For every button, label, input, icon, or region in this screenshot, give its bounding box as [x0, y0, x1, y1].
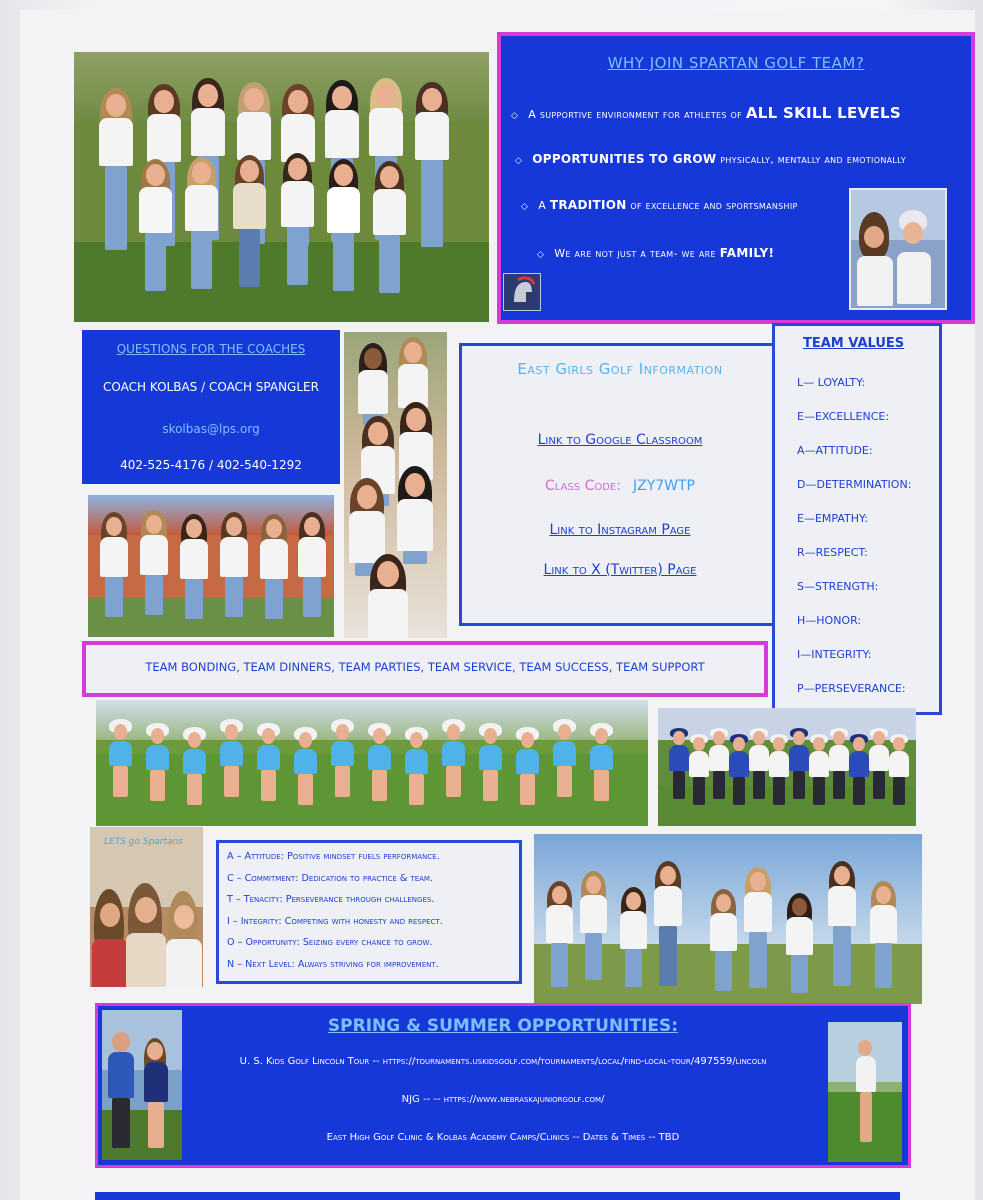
- action-item: N – Next Level: Always striving for improvement.: [227, 958, 439, 970]
- team-jumping-photo: [96, 700, 648, 826]
- class-code-label: Class Code:: [545, 478, 621, 494]
- team-value-item: D—DETERMINATION:: [797, 478, 912, 491]
- team-value-item: P—PERSEVERANCE:: [797, 682, 906, 695]
- spring-summer-panel: [95, 1003, 911, 1168]
- coach-names: COACH KOLBAS / COACH SPANGLER: [103, 380, 319, 394]
- why-item-skill-levels: ◇ A supportive environment for athletes of ALL SKILL LEVELS: [511, 104, 901, 122]
- coach-player-photo: [102, 1010, 182, 1160]
- action-item: I – Integrity: Competing with honesty and respect.: [227, 915, 443, 927]
- action-item: C – Commitment: Dedication to practice & team.: [227, 872, 434, 884]
- coach-phones: 402-525-4176 / 402-540-1292: [120, 458, 302, 472]
- next-page-edge: [95, 1192, 900, 1200]
- why-item-family: ◇ We are not just a team- we are FAMILY!: [537, 246, 775, 260]
- team-sky-photo: [534, 834, 922, 1004]
- diamond-bullet-icon: ◇: [521, 202, 529, 212]
- golf-info-panel: [459, 343, 781, 626]
- team-value-item: I—INTEGRITY:: [797, 648, 872, 661]
- why-item-grow: ◇ OPPORTUNITIES TO GROW physically, mentally and emotionally: [515, 152, 907, 166]
- team-value-item: L— LOYALTY:: [797, 376, 866, 389]
- team-values-title: TEAM VALUES: [803, 336, 905, 351]
- action-item: A – Attitude: Positive mindset fuels performance.: [227, 851, 440, 862]
- why-join-title: WHY JOIN SPARTAN GOLF TEAM?: [607, 54, 865, 72]
- njg-link[interactable]: NJG -- -- https://www.nebraskajuniorgolf.com/: [401, 1094, 605, 1105]
- us-kids-tour-link[interactable]: U. S. Kids Golf Lincoln Tour -- https://tournaments.uskidsgolf.com/tournaments/local/find-local-tour/497559/lincoln: [239, 1056, 767, 1067]
- spartans-sign-photo: [90, 827, 203, 987]
- team-value-item: S—STRENGTH:: [797, 580, 879, 593]
- coach-email[interactable]: skolbas@lps.org: [162, 422, 260, 436]
- team-value-item: A—ATTITUDE:: [797, 444, 873, 457]
- team-photo-main: [74, 52, 489, 322]
- instagram-link[interactable]: Link to Instagram Page: [549, 522, 691, 538]
- team-bonding-banner: [82, 641, 768, 697]
- class-code: [462, 478, 778, 494]
- team-value-item: E—EMPATHY:: [797, 512, 868, 525]
- spring-summer-title: SPRING & SUMMER OPPORTUNITIES:: [327, 1016, 679, 1036]
- spartans-sign: LETS go Spartans: [104, 837, 183, 847]
- spartan-helmet-logo: [503, 273, 541, 311]
- questions-title: QUESTIONS FOR THE COACHES: [116, 342, 306, 356]
- team-value-item: H—HONOR:: [797, 614, 862, 627]
- team-course-photo: [658, 708, 916, 826]
- diamond-bullet-icon: ◇: [515, 156, 523, 166]
- class-code-value: JZY7WTP: [632, 478, 695, 494]
- coaches-photo: [849, 188, 947, 310]
- questions-panel: [82, 330, 340, 484]
- google-classroom-link[interactable]: Link to Google Classroom: [537, 432, 703, 448]
- team-value-item: E—EXCELLENCE:: [797, 410, 890, 423]
- players-collage-photo: [344, 332, 447, 638]
- team-value-item: R—RESPECT:: [797, 546, 868, 559]
- why-item-tradition: ◇ A TRADITION of excellence and sportsmanship: [521, 198, 798, 212]
- team-photo-secondary: [88, 495, 334, 637]
- team-bonding-text: TEAM BONDING, TEAM DINNERS, TEAM PARTIES, TEAM SERVICE, TEAM SUCCESS, TEAM SUPPORT: [145, 660, 705, 674]
- diamond-bullet-icon: ◇: [511, 111, 519, 121]
- diamond-bullet-icon: ◇: [537, 250, 545, 260]
- action-acronym-panel: [216, 840, 522, 984]
- golf-info-title: East Girls Golf Information: [517, 360, 723, 378]
- clinic-camps-info: East High Golf Clinic & Kolbas Academy Camps/Clinics -- Dates & Times -- TBD: [326, 1132, 680, 1143]
- team-values-panel: [772, 323, 942, 715]
- action-item: O – Opportunity: Seizing every chance to grow.: [227, 937, 433, 948]
- why-join-panel: [497, 32, 975, 324]
- x-twitter-link[interactable]: Link to X (Twitter) Page: [543, 562, 697, 578]
- action-item: T – Tenacity: Perseverance through challenges.: [227, 894, 435, 905]
- player-swing-photo: [828, 1022, 902, 1162]
